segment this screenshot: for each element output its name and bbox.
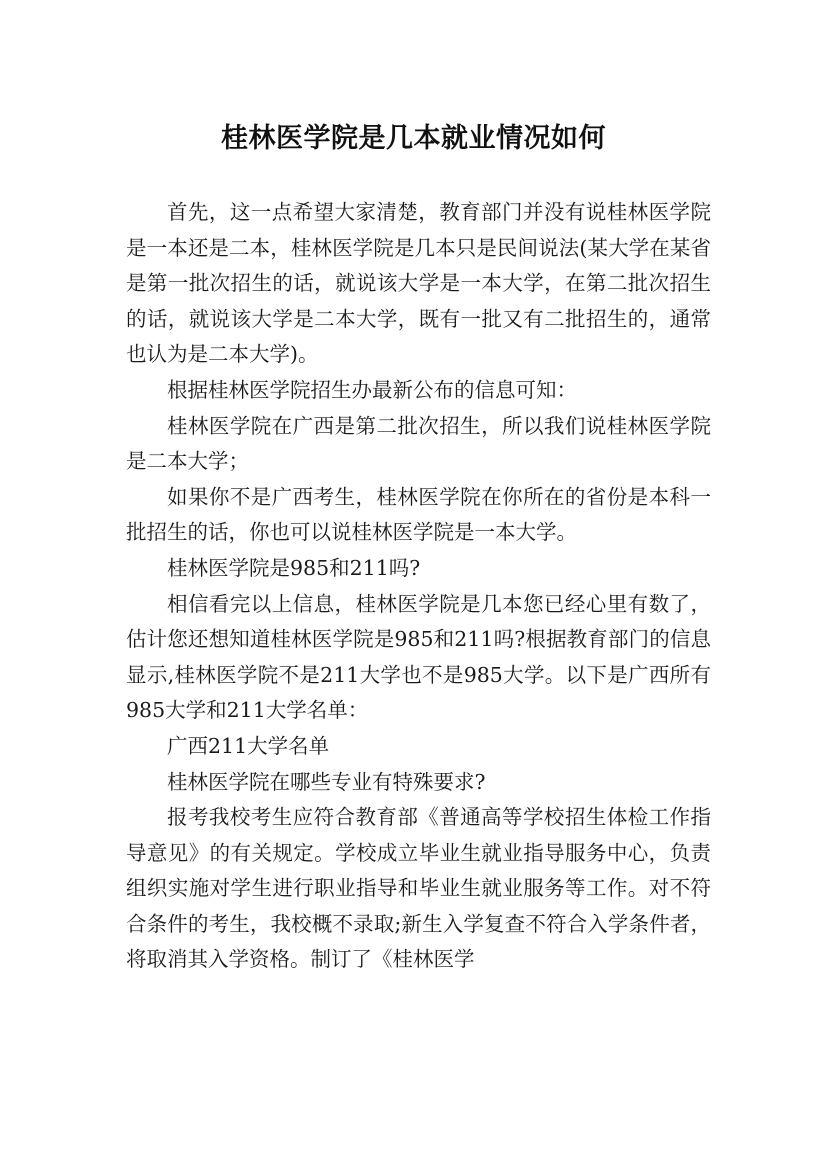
paragraph-other-provinces: 如果你不是广西考生，桂林医学院在你所在的省份是本科一批招生的话，你也可以说桂林医学院是一本大学。 xyxy=(126,484,711,545)
document-title: 桂林医学院是几本就业情况如何 xyxy=(221,123,606,155)
paragraph-guangxi-211-list: 广西211大学名单 xyxy=(167,733,330,758)
paragraph-question-special-majors: 桂林医学院在哪些专业有特殊要求? xyxy=(167,769,486,794)
paragraph-source: 根据桂林医学院招生办最新公布的信息可知： xyxy=(167,377,577,402)
document-body xyxy=(126,195,711,978)
paragraph-answer-985-211: 相信看完以上信息，桂林医学院是几本您已经心里有数了，估计您还想知道桂林医学院是985和211吗?根据教育部门的信息显示,桂林医学院不是211大学也不是985大学。以下是广西所有985大学和211大学名单： xyxy=(126,591,711,723)
paragraph-requirements: 报考我校考生应符合教育部《普通高等学校招生体检工作指导意见》的有关规定。学校成立毕业生就业指导服务中心，负责组织实施对学生进行职业指导和毕业生就业服务等工作。对不符合条件的考生，我校概不录取;新生入学复查不符合入学条件者，将取消其入学资格。制订了《桂林医学 xyxy=(126,805,711,972)
paragraph-intro: 首先，这一点希望大家清楚，教育部门并没有说桂林医学院是一本还是二本，桂林医学院是几本只是民间说法(某大学在某省是第一批次招生的话，就说该大学是一本大学，在第二批次招生的话，就说该大学是二本大学，既有一批又有二批招生的，通常也认为是二本大学)。 xyxy=(126,200,711,367)
paragraph-question-985-211: 桂林医学院是985和211吗? xyxy=(167,555,421,580)
paragraph-guangxi: 桂林医学院在广西是第二批次招生，所以我们说桂林医学院是二本大学； xyxy=(126,413,711,474)
